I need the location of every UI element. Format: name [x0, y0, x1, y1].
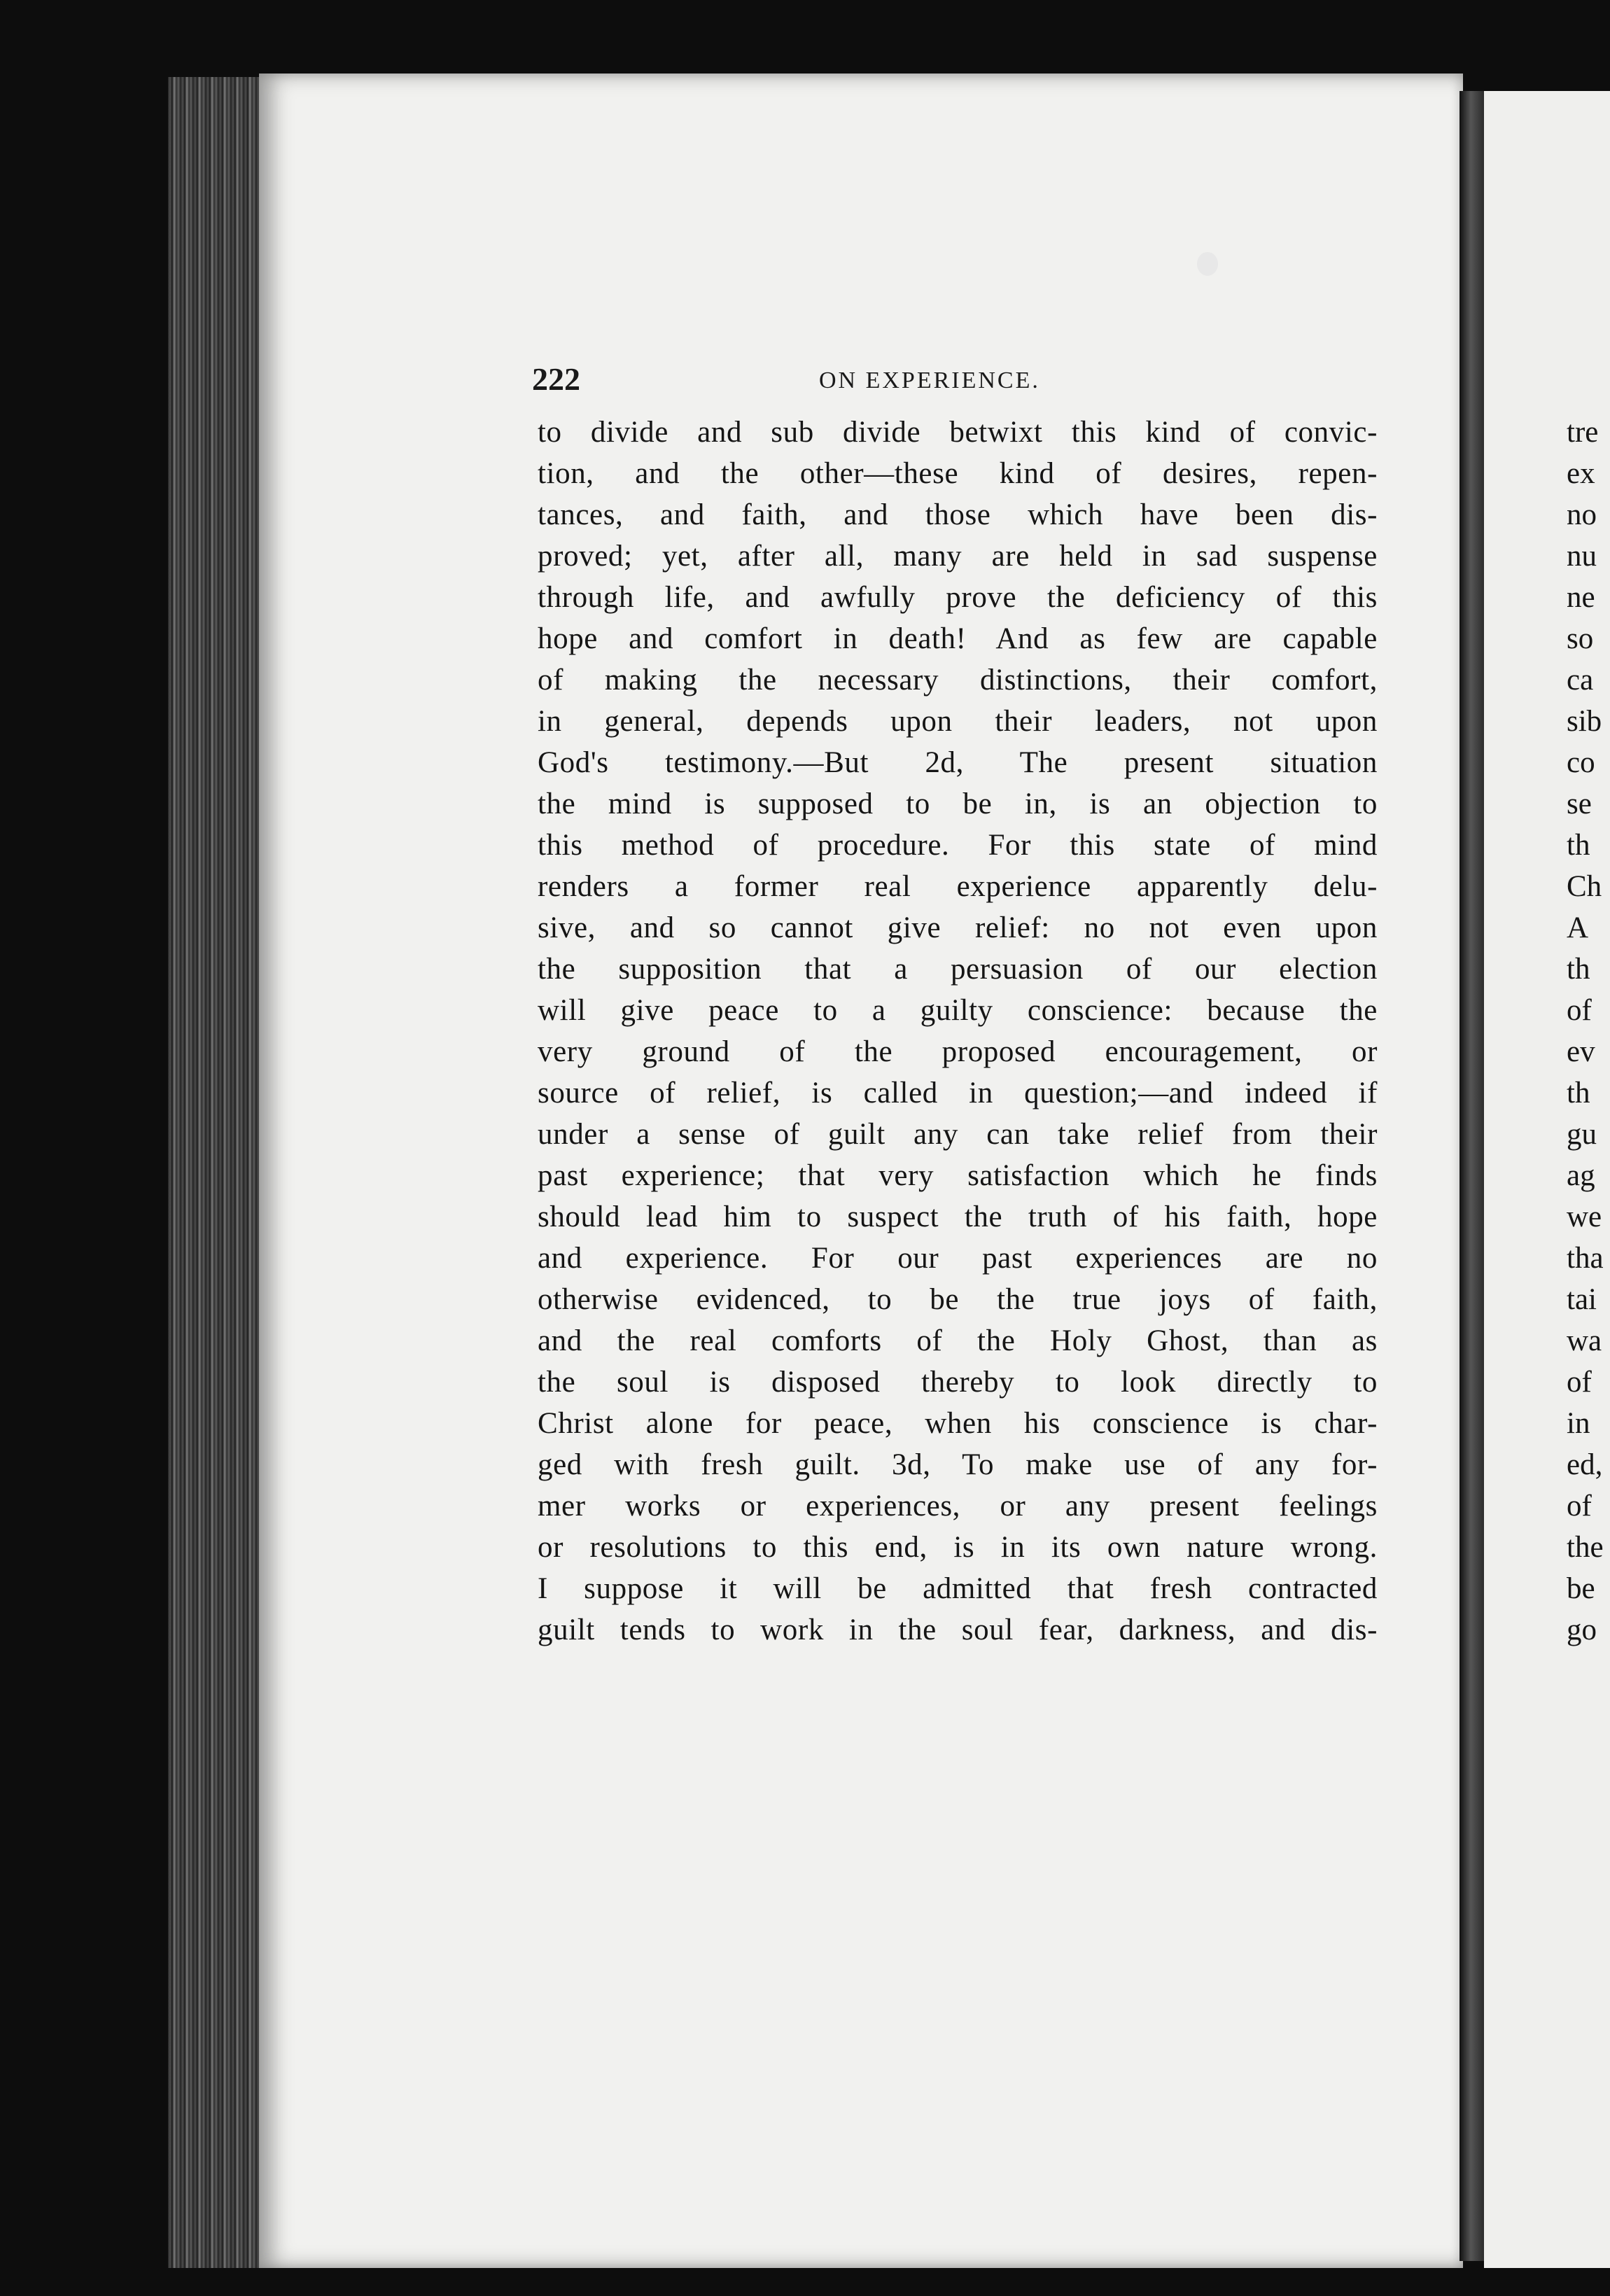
facing-text-fragment: so: [1567, 622, 1594, 655]
facing-text-fragment: tha: [1567, 1242, 1604, 1275]
body-text: [538, 412, 1378, 1651]
facing-text-fragment: go: [1567, 1614, 1597, 1646]
facing-text-fragment: Ch: [1567, 870, 1602, 903]
facing-text-fragment: the: [1567, 1531, 1604, 1564]
facing-text-fragment: wa: [1567, 1324, 1602, 1357]
facing-text-fragment: ex: [1567, 457, 1595, 490]
facing-text-fragment: no: [1567, 498, 1597, 531]
text-line: in general, depends upon their leaders, not upon: [538, 705, 1378, 738]
text-line: and experience. For our past experiences are no: [538, 1242, 1378, 1275]
facing-text-fragment: ca: [1567, 664, 1594, 696]
text-line: ged with fresh guilt. 3d, To make use of any for-: [538, 1448, 1378, 1481]
facing-text-fragment: tai: [1567, 1283, 1597, 1316]
text-line: of making the necessary distinctions, their comfort,: [538, 664, 1378, 696]
text-line: and the real comforts of the Holy Ghost, than as: [538, 1324, 1378, 1357]
text-line: the supposition that a persuasion of our election: [538, 953, 1378, 986]
facing-text-fragment: gu: [1567, 1118, 1597, 1151]
running-head: [532, 360, 1379, 402]
facing-text-fragment: tre: [1567, 416, 1599, 449]
text-line: I suppose it will be admitted that fresh contracted: [538, 1572, 1378, 1605]
text-line: the mind is supposed to be in, is an objection to: [538, 788, 1378, 820]
text-line: tion, and the other—these kind of desires, repen-: [538, 457, 1378, 490]
facing-text-fragment: ed,: [1567, 1448, 1603, 1481]
text-line: source of relief, is called in question;—and indeed if: [538, 1077, 1378, 1110]
facing-text-fragment: A: [1567, 911, 1589, 944]
text-line: God's testimony.—But 2d, The present situation: [538, 746, 1378, 779]
facing-text-fragment: be: [1567, 1572, 1595, 1605]
page-number: 222: [532, 361, 580, 397]
facing-page-text-fragments: [1567, 412, 1610, 1651]
text-line: Christ alone for peace, when his conscience is char-: [538, 1407, 1378, 1440]
text-line: otherwise evidenced, to be the true joys of faith,: [538, 1283, 1378, 1316]
facing-text-fragment: ev: [1567, 1035, 1595, 1068]
text-line: this method of procedure. For this state of mind: [538, 829, 1378, 862]
text-line: proved; yet, after all, many are held in sad suspense: [538, 540, 1378, 573]
text-line: to divide and sub divide betwixt this kind of convic-: [538, 416, 1378, 449]
text-line: mer works or experiences, or any present feelings: [538, 1490, 1378, 1522]
facing-text-fragment: th: [1567, 953, 1590, 986]
text-line: or resolutions to this end, is in its own nature wrong.: [538, 1531, 1378, 1564]
facing-text-fragment: th: [1567, 829, 1590, 862]
text-line: sive, and so cannot give relief: no not even upon: [538, 911, 1378, 944]
facing-text-fragment: co: [1567, 746, 1595, 779]
facing-text-fragment: se: [1567, 788, 1592, 820]
text-line: the soul is disposed thereby to look directly to: [538, 1366, 1378, 1399]
facing-text-fragment: th: [1567, 1077, 1590, 1110]
paper-speck: [1197, 252, 1218, 276]
running-head-title: ON EXPERIENCE.: [819, 368, 1040, 393]
text-line: will give peace to a guilty conscience: because the: [538, 994, 1378, 1027]
text-line: renders a former real experience apparently delu-: [538, 870, 1378, 903]
text-line: guilt tends to work in the soul fear, darkness, and dis-: [538, 1614, 1378, 1646]
text-line: past experience; that very satisfaction which he finds: [538, 1159, 1378, 1192]
facing-text-fragment: nu: [1567, 540, 1597, 573]
text-line: tances, and faith, and those which have been dis-: [538, 498, 1378, 531]
text-line: hope and comfort in death! And as few are capable: [538, 622, 1378, 655]
text-line: under a sense of guilt any can take relief from their: [538, 1118, 1378, 1151]
facing-text-fragment: of: [1567, 1366, 1592, 1399]
facing-text-fragment: we: [1567, 1200, 1602, 1233]
text-line: should lead him to suspect the truth of his faith, hope: [538, 1200, 1378, 1233]
text-line: through life, and awfully prove the deficiency of this: [538, 581, 1378, 614]
facing-text-fragment: of: [1567, 994, 1592, 1027]
facing-text-fragment: ag: [1567, 1159, 1595, 1192]
facing-text-fragment: in: [1567, 1407, 1590, 1440]
facing-text-fragment: of: [1567, 1490, 1592, 1522]
page-edges: [168, 77, 273, 2268]
facing-text-fragment: ne: [1567, 581, 1595, 614]
text-line: very ground of the proposed encouragement, or: [538, 1035, 1378, 1068]
facing-text-fragment: sib: [1567, 705, 1602, 738]
book-gutter: [1460, 91, 1488, 2261]
